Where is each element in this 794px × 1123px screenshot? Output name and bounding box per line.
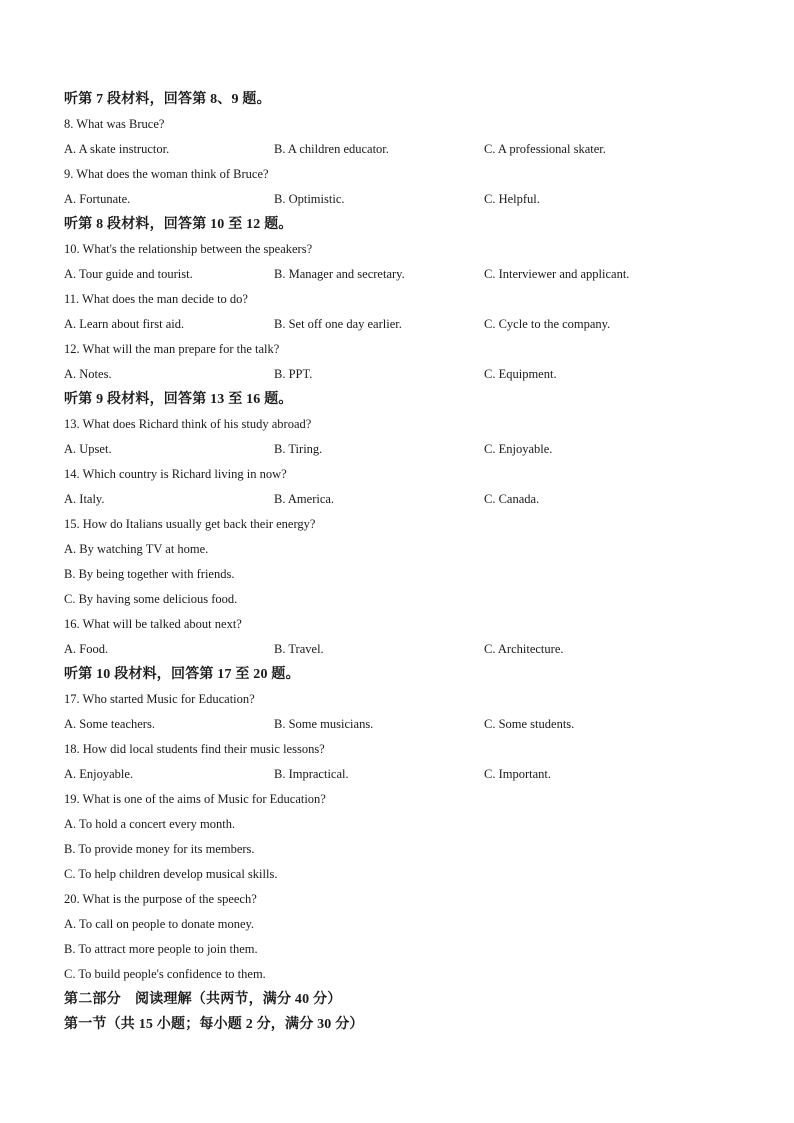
question-text: 18. How did local students find their music lessons?: [64, 742, 325, 756]
answer-option: C. Enjoyable.: [484, 442, 553, 456]
answer-option: B. America.: [274, 492, 335, 506]
answer-option: C. By having some delicious food.: [64, 592, 238, 606]
question-text: 15. How do Italians usually get back their energy?: [64, 517, 316, 531]
options-row: [64, 762, 744, 787]
question-text: 10. What's the relationship between the speakers?: [64, 242, 313, 256]
answer-option: C. Important.: [484, 767, 552, 781]
question-text: 17. Who started Music for Education?: [64, 692, 255, 706]
answer-option: A. By watching TV at home.: [64, 542, 209, 556]
answer-option: B. Tiring.: [274, 442, 323, 456]
answer-option: A. Upset.: [64, 442, 112, 456]
answer-option: B. A children educator.: [274, 142, 389, 156]
document-page: [64, 87, 744, 1037]
answer-option: C. Cycle to the company.: [484, 317, 611, 331]
answer-option: B. Set off one day earlier.: [274, 317, 402, 331]
options-row: [64, 312, 744, 337]
answer-option: A. Tour guide and tourist.: [64, 267, 193, 281]
question-text: 8. What was Bruce?: [64, 117, 165, 131]
options-row: [64, 187, 744, 212]
question-text: 9. What does the woman think of Bruce?: [64, 167, 269, 181]
answer-option: B. Manager and secretary.: [274, 267, 405, 281]
answer-option: B. Optimistic.: [274, 192, 345, 206]
answer-option: C. Canada.: [484, 492, 540, 506]
answer-option: C. Some students.: [484, 717, 575, 731]
question-text: 11. What does the man decide to do?: [64, 292, 248, 306]
answer-option: A. Some teachers.: [64, 717, 155, 731]
answer-option: C. A professional skater.: [484, 142, 606, 156]
section-heading: 听第 7 段材料，回答第 8、9 题。: [64, 92, 271, 107]
options-row: [64, 637, 744, 662]
answer-option: A. Fortunate.: [64, 192, 131, 206]
question-text: 20. What is the purpose of the speech?: [64, 892, 257, 906]
section-heading: 听第 9 段材料，回答第 13 至 16 题。: [64, 392, 293, 407]
question-text: 13. What does Richard think of his study abroad?: [64, 417, 312, 431]
answer-option: B. To provide money for its members.: [64, 842, 255, 856]
question-text: 19. What is one of the aims of Music for Education?: [64, 792, 326, 806]
options-row: [64, 712, 744, 737]
answer-option: C. To build people's confidence to them.: [64, 967, 266, 981]
answer-option: A. To call on people to donate money.: [64, 917, 255, 931]
answer-option: B. PPT.: [274, 367, 313, 381]
answer-option: C. Architecture.: [484, 642, 564, 656]
options-row: [64, 262, 744, 287]
answer-option: C. Interviewer and applicant.: [484, 267, 630, 281]
answer-option: B. Travel.: [274, 642, 324, 656]
section-heading: 听第 10 段材料，回答第 17 至 20 题。: [64, 667, 300, 682]
options-row: [64, 487, 744, 512]
section-heading: 第一节（共 15 小题；每小题 2 分，满分 30 分）: [64, 1017, 364, 1032]
section-heading: 听第 8 段材料，回答第 10 至 12 题。: [64, 217, 293, 232]
answer-option: B. Impractical.: [274, 767, 349, 781]
answer-option: A. To hold a concert every month.: [64, 817, 236, 831]
answer-option: A. A skate instructor.: [64, 142, 170, 156]
answer-option: A. Learn about first aid.: [64, 317, 185, 331]
answer-option: C. Equipment.: [484, 367, 557, 381]
answer-option: B. By being together with friends.: [64, 567, 235, 581]
answer-option: A. Food.: [64, 642, 109, 656]
options-row: [64, 362, 744, 387]
answer-option: C. Helpful.: [484, 192, 540, 206]
answer-option: A. Enjoyable.: [64, 767, 134, 781]
question-text: 12. What will the man prepare for the talk?: [64, 342, 280, 356]
options-row: [64, 137, 744, 162]
answer-option: B. Some musicians.: [274, 717, 374, 731]
answer-option: A. Italy.: [64, 492, 105, 506]
answer-option: A. Notes.: [64, 367, 112, 381]
question-text: 14. Which country is Richard living in now?: [64, 467, 287, 481]
answer-option: B. To attract more people to join them.: [64, 942, 258, 956]
answer-option: C. To help children develop musical skills.: [64, 867, 278, 881]
question-text: 16. What will be talked about next?: [64, 617, 242, 631]
options-row: [64, 437, 744, 462]
section-heading: 第二部分 阅读理解（共两节，满分 40 分）: [64, 992, 342, 1007]
